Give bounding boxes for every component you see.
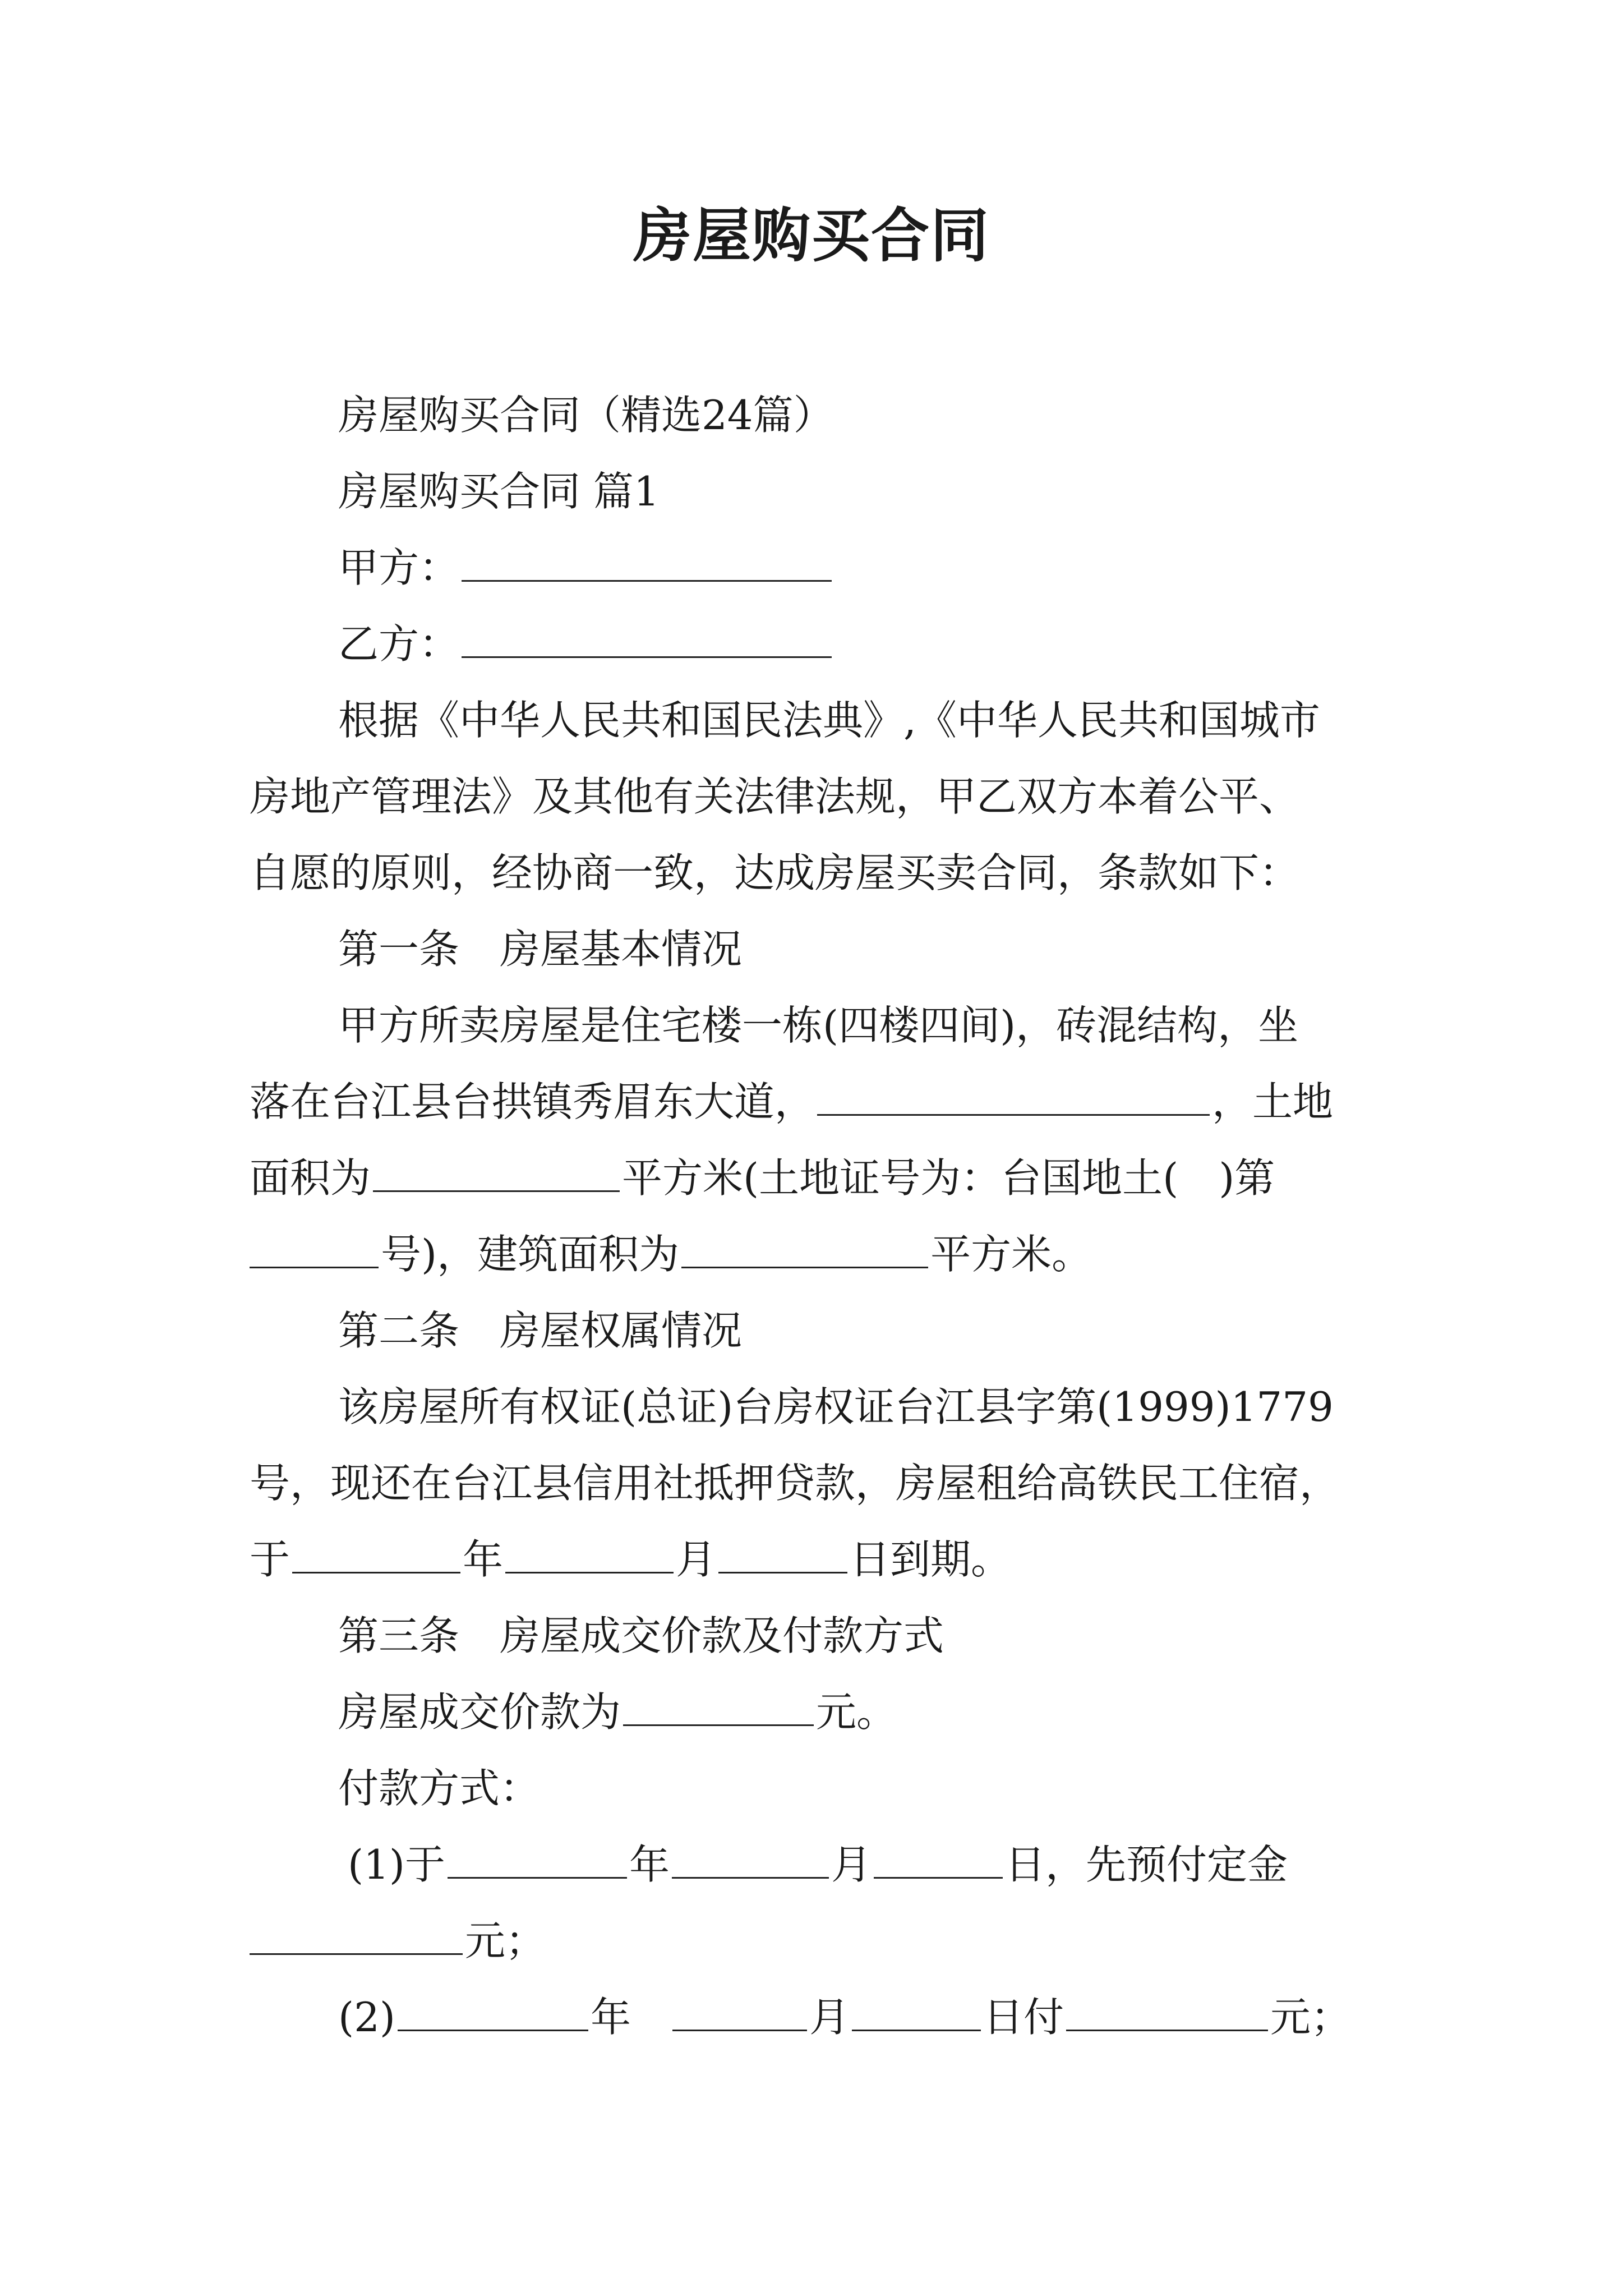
text-fragment: 号)，建筑面积为 (381, 1231, 680, 1278)
text-fragment: (2) (338, 1994, 395, 2041)
paragraph-line: 房地产管理法》及其他有关法律法规，甲乙双方本着公平、 (250, 773, 1300, 820)
year-blank[interactable] (398, 1990, 588, 2031)
payment-method-label: 付款方式： (338, 1765, 541, 1812)
year-blank[interactable] (448, 1838, 627, 1879)
text-fragment: 日到期。 (850, 1536, 1012, 1583)
month-blank[interactable] (672, 1990, 807, 2031)
article-heading: 第三条 房屋成交价款及付款方式 (338, 1612, 944, 1659)
payment-item-1-cont (250, 1913, 546, 1969)
article-heading: 第二条 房屋权属情况 (338, 1307, 743, 1354)
party-a-blank[interactable] (462, 541, 832, 582)
party-b-label: 乙方： (338, 620, 460, 668)
text-fragment: 于 (250, 1536, 291, 1583)
building-area-blank[interactable] (681, 1227, 928, 1268)
month-blank[interactable] (505, 1533, 674, 1573)
text-fragment: 元； (1270, 1994, 1352, 2041)
text-fragment: 月 (831, 1841, 872, 1888)
paragraph-line (338, 1684, 897, 1740)
address-blank[interactable] (817, 1075, 1210, 1116)
deposit-amount-blank[interactable] (250, 1914, 463, 1955)
paragraph-line: 根据《中华人民共和国民法典》,《中华人民共和国城市 (338, 697, 1320, 744)
text-fragment: 年 (591, 1994, 631, 2041)
text-fragment: 月 (676, 1536, 717, 1583)
section-heading: 房屋购买合同 篇1 (338, 468, 660, 515)
party-b-blank[interactable] (462, 617, 832, 658)
text-fragment: 月 (809, 1994, 850, 2041)
paragraph-line (250, 1531, 1011, 1588)
day-blank[interactable] (874, 1838, 1003, 1879)
paragraph-line: 号，现还在台江县信用社抵押贷款，房屋租给高铁民工住宿， (250, 1460, 1340, 1507)
article-heading: 第一条 房屋基本情况 (338, 926, 743, 973)
text-fragment: 年 (463, 1536, 504, 1583)
price-blank[interactable] (623, 1685, 814, 1726)
paragraph-line: 甲方所卖房屋是住宅楼一栋(四楼四间)，砖混结构，坐 (338, 1002, 1299, 1049)
text-fragment: 日付 (983, 1994, 1064, 2041)
document-title: 房屋购买合同 (633, 201, 990, 270)
text-fragment: (1)于 (348, 1841, 445, 1888)
party-b-line (338, 616, 834, 672)
text-fragment: 面积为 (250, 1154, 371, 1202)
text-fragment: 平方米。 (930, 1231, 1092, 1278)
party-a-line (338, 540, 834, 596)
text-fragment: 元。 (816, 1688, 897, 1736)
payment-item-2 (338, 1989, 1351, 2045)
paragraph-line (250, 1150, 1275, 1206)
text-fragment: 元； (465, 1917, 546, 1964)
payment-item-1 (348, 1837, 1288, 1893)
text-fragment: 落在台江县台拱镇秀眉东大道， (250, 1078, 815, 1125)
land-area-blank[interactable] (373, 1151, 620, 1192)
year-blank[interactable] (292, 1533, 460, 1573)
party-a-label: 甲方： (338, 544, 460, 591)
text-fragment: 日，先预付定金 (1005, 1841, 1288, 1888)
text-fragment: ，土地 (1212, 1078, 1334, 1125)
certificate-number-blank[interactable] (250, 1227, 379, 1268)
text-fragment: 平方米(土地证号为：台国地土( )第 (622, 1154, 1275, 1202)
subtitle-line: 房屋购买合同（精选24篇） (338, 392, 834, 439)
month-blank[interactable] (672, 1838, 829, 1879)
text-fragment: 房屋成交价款为 (338, 1688, 621, 1736)
text-fragment: 年 (629, 1841, 670, 1888)
amount-blank[interactable] (1066, 1990, 1268, 2031)
day-blank[interactable] (852, 1990, 981, 2031)
paragraph-line (250, 1074, 1333, 1130)
paragraph-line: 自愿的原则，经协商一致，达成房屋买卖合同，条款如下： (250, 849, 1300, 896)
day-blank[interactable] (718, 1533, 847, 1573)
paragraph-line (250, 1226, 1092, 1282)
paragraph-line: 该房屋所有权证(总证)台房权证台江县字第(1999)1779 (338, 1383, 1334, 1430)
